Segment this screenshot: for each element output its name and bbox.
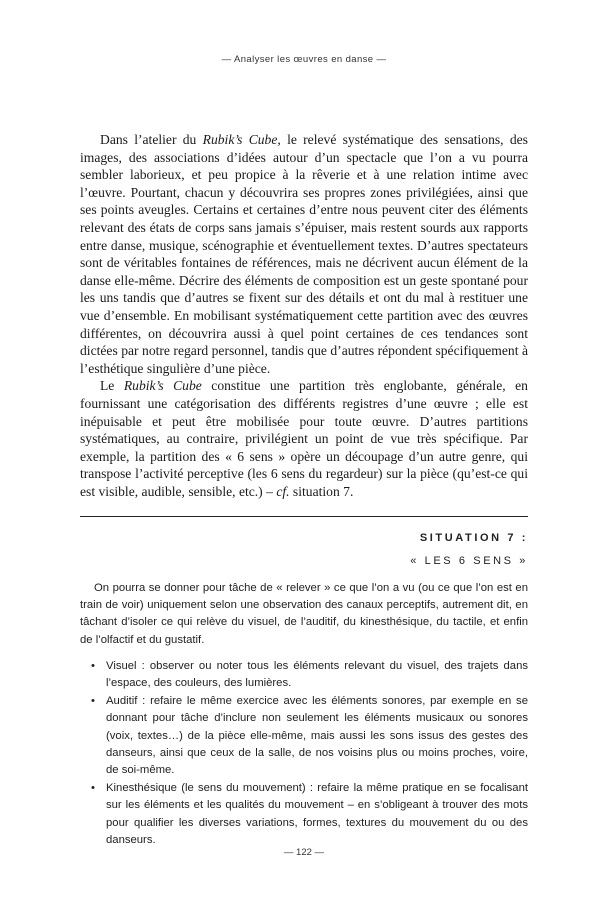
- perception-list: [80, 658, 528, 849]
- paragraph-text: situation 7.: [289, 483, 354, 499]
- list-item-text: Visuel : observer ou noter tous les éléments relevant du visuel, des trajets dans l’espace, des couleurs, des lumières.: [106, 659, 528, 690]
- paragraph-text: constitue une partition très englobante, générale, en fournissant une catégorisation des différents registres d’une œuvre ; elle est inépuisable et peut être mobilisée pour toute œuvre. D’autres partitions systématiques, au contraire, privilégient un point de vue très spécifique. Par exemple, la partition des « 6 sens » opère un découpage d’un autre genre, qui transpose l’activité perceptive (les 6 sens du regardeur) sur la pièce (qu’est-ce qui est visible, audible, sensible, etc.) –: [80, 378, 528, 499]
- paragraph-rubiks-cube-partition: [80, 377, 528, 500]
- main-text: [80, 131, 528, 500]
- bullet-icon: •: [91, 659, 95, 672]
- section-divider: [80, 516, 528, 517]
- running-head: — Analyser les œuvres en danse —: [221, 54, 387, 65]
- list-item-visuel: [80, 658, 528, 692]
- list-item-text: Kinesthésique (le sens du mouvement) : refaire la même pratique en se focalisant sur les éléments et les qualités du mouvement – en s’obligeant à trouver des mots pour qualifier les diverses variations, formes, textures du mouvement du ou des danseurs.: [106, 782, 528, 846]
- paragraph-rubiks-cube-workshop: [80, 131, 528, 377]
- bullet-icon: •: [91, 782, 95, 795]
- italic-title: Rubik’s Cube: [123, 378, 202, 394]
- page-number: — 122 —: [283, 847, 325, 858]
- paragraph-text: , le relevé systématique des sensations, des images, des associations d’idées autour d’un spectacle que l’on a vu pourra sembler laborieux, et peu propice à la rêverie et à une relation intime avec l’œuvre. Pourtant, chacun y découvrira ses propres zones privilégiées, ainsi que ses points aveugles. Certains et certaines d’entre nous peuvent citer des éléments relevant des états de corps sans jamais s’épuiser, mais restent sourds aux rapports entre danse, musique, scénographie et éventuellement textes. D’autres spectateurs sont de véritables fontaines de références, mais ne décrivent aucun élément de la danse elle-même. Décrire des éléments de composition est un geste spontané pour les uns tandis que d’autres se fixent sur des détails et ont du mal à restituer une vue d’ensemble. En mobilisant systématiquement cette partition avec des œuvres différentes, on découvrira aussi à quel point certaines de ces tendances sont dictées par notre regard personnel, tandis que d’autres répondent spécifiquement à l’esthétique singulière d’une pièce.: [80, 132, 528, 376]
- situation-heading: [80, 527, 528, 573]
- situation-title: « LES 6 SENS »: [410, 555, 528, 567]
- italic-title: Rubik’s Cube: [202, 132, 278, 147]
- list-item-text: Auditif : refaire le même exercice avec les éléments sonores, par exemple en se donnant pour tâche d’inclure non seulement les éléments musicaux ou sonores (voix, textes…) de la pièce elle-même, mais aussi les sons issus des gestes des danseurs, ainsi que ceux de la salle, de nos voisins plus ou moins proches, voire, de soi-même.: [106, 695, 528, 777]
- bullet-icon: •: [91, 695, 95, 708]
- situation-label: SITUATION 7 :: [419, 532, 528, 544]
- paragraph-text: Le: [100, 378, 124, 394]
- situation-body: [80, 580, 528, 850]
- situation-intro: On pourra se donner pour tâche de « relever » ce que l’on a vu (ou ce que l’on est en train de voir) uniquement selon une observation des canaux perceptifs, autrement dit, en tâchant d’isoler ce qui relève du visuel, de l’auditif, du kinesthésique, du tactile, et enfin de l’olfactif et du gustatif.: [80, 582, 528, 646]
- list-item-auditif: [80, 693, 528, 779]
- italic-abbrev: cf.: [276, 483, 290, 499]
- paragraph-text: Dans l’atelier du: [100, 132, 203, 147]
- list-item-kinesthesique: [80, 780, 528, 849]
